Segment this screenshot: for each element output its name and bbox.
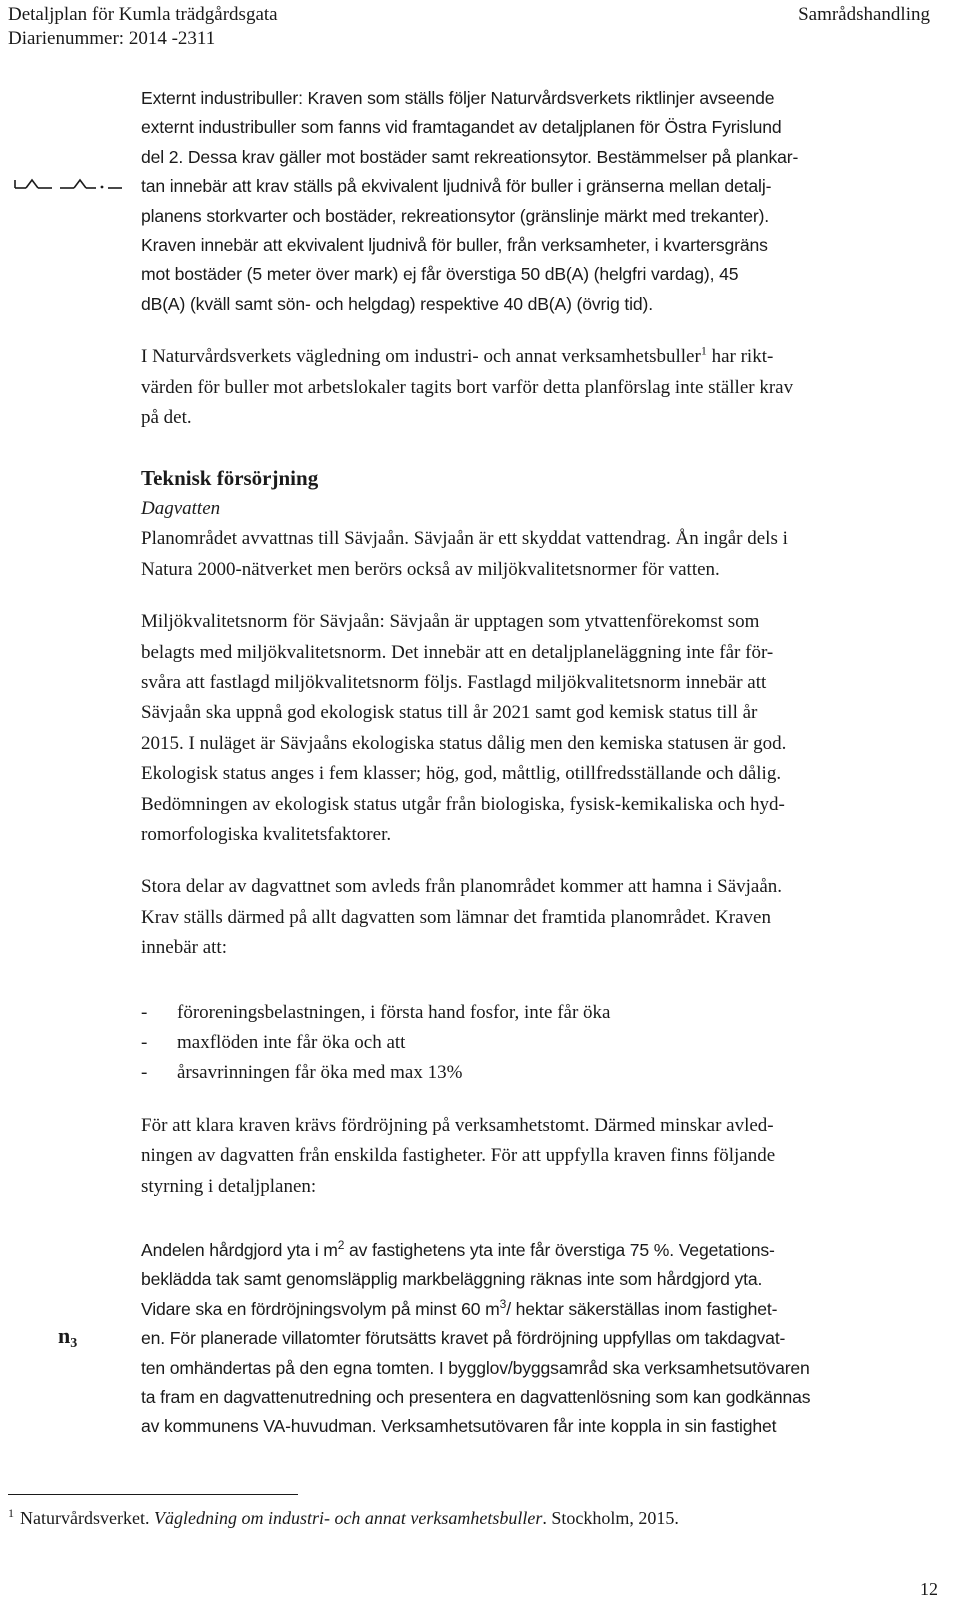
miljokvalitetsnorm-paragraph xyxy=(141,607,931,850)
text-line: Bedömningen av ekologisk status utgår från biologiska, fysisk-kemikaliska och hyd- xyxy=(141,793,785,815)
text-line: ta fram en dagvattenutredning och presentera en dagvattenlösning som kan godkännas xyxy=(141,1387,811,1408)
text-line: Externt industribuller: Kraven som ställs följer Naturvårdsverkets riktlinjer avseende xyxy=(141,88,775,108)
text-line: externt industribuller som fanns vid framtagandet av detaljplanen för Östra Fyrislund xyxy=(141,117,782,138)
section-heading: Teknisk försörjning xyxy=(141,466,319,491)
footnote: $^1$ Naturvårdsverket. Vägledning om industri- och annat verksamhetsbuller. Stockholm, 2015. xyxy=(8,1506,679,1528)
footnote-title: Vägledning om industri- och annat verksamhetsbuller xyxy=(153,1508,543,1528)
footnote-divider xyxy=(8,1494,298,1495)
list-item: - föroreningsbelastningen, i första hand fosfor, inte får öka xyxy=(141,1001,611,1023)
buller-guidance-paragraph xyxy=(141,342,931,433)
text-line: 2015. I nuläget är Sävjaåns ekologiska status dålig men den kemiska statusen är god. xyxy=(141,732,787,754)
list-item: - maxflöden inte får öka och att xyxy=(141,1031,406,1053)
text-line: tan innebär att krav ställs på ekvivalent ljudnivå för buller i gränserna mellan detalj- xyxy=(141,176,772,197)
text-line: styrning i detaljplanen: xyxy=(141,1175,317,1197)
dagvatten-paragraph-3 xyxy=(141,872,931,963)
text-line: Krav ställs därmed på allt dagvatten som lämnar det framtida planområdet. Kraven xyxy=(141,906,771,928)
text-line: Miljökvalitetsnorm för Sävjaån: Sävjaån är upptagen som ytvattenförekomst som xyxy=(141,611,760,633)
dagvatten-paragraph-1 xyxy=(141,524,931,585)
text-line: värden för buller mot arbetslokaler tagits bort varför detta planförslag inte ställer krav xyxy=(141,376,794,398)
text-line: Kraven innebär att ekvivalent ljudnivå för buller, från verksamheter, i kvartersgräns xyxy=(141,235,768,256)
text-line: Vidare ska en fördröjningsvolym på minst 60 $m^3/$ hektar säkerställas inom fastighet- xyxy=(141,1296,778,1319)
text-line: Natura 2000-nätverket men berörs också av miljökvalitetsnormer för vatten. xyxy=(141,558,720,580)
subsection-heading: Dagvatten xyxy=(141,497,221,519)
diarienummer: Diarienummer: 2014 -2311 xyxy=(8,28,216,49)
plank-line-with-triangles-icon xyxy=(12,170,124,190)
text-line: planens storkvarter och bostäder, rekreationsytor (gränslinje märkt med trekanter). xyxy=(141,205,770,226)
text-line: romorfologiska kvalitetsfaktorer. xyxy=(141,823,392,845)
text-line: en. För planerade villatomter förutsätts kravet på fördröjning uppfyllas om takdagvat- xyxy=(141,1328,786,1349)
text-line: dB(A) (kväll samt sön- och helgdag) respektive 40 dB(A) (övrig tid). xyxy=(141,293,653,314)
footnote-ref[interactable]: 1 xyxy=(700,343,707,358)
regulation-code-n3: $n_3$ xyxy=(58,1323,78,1351)
text-line: Ekologisk status anges i fem klasser; hög, god, måttlig, otillfredsställande och dålig. xyxy=(141,763,782,785)
page-content xyxy=(141,84,931,1442)
text-line: mot bostäder (5 meter över mark) ej får överstiga 50 dB(A) (helgfri vardag), 45 xyxy=(141,264,739,285)
text-line: innebär att: xyxy=(141,937,227,959)
text-line: av kommunens VA-huvudman. Verksamhetsutövaren får inte koppla in sin fastighet xyxy=(141,1416,777,1437)
n3-regulation-paragraph xyxy=(141,1236,931,1442)
text-line: Planområdet avvattnas till Sävjaån. Sävjaån är ett skyddat vattendrag. Ån ingår dels i xyxy=(141,528,788,550)
text-line: svåra att fastlagd miljökvalitetsnorm följs. Fastlagd miljökvalitetsnorm innebär att xyxy=(141,671,767,693)
text-line: del 2. Dessa krav gäller mot bostäder samt rekreationsytor. Bestämmelser på plankar- xyxy=(141,146,799,167)
list-item: - årsavrinningen får öka med max 13% xyxy=(141,1062,463,1084)
text-line: ten omhändertas på den egna tomten. I bygglov/byggsamråd ska verksamhetsutövaren xyxy=(141,1357,810,1378)
page-number: 12 xyxy=(920,1579,938,1599)
text-line: Sävjaån ska uppnå god ekologisk status till år 2021 samt god kemisk status till år xyxy=(141,702,758,724)
document-status: Samrådshandling xyxy=(798,4,930,25)
text-line: beklädda tak samt genomsläpplig markbeläggning räknas inte som hårdgjord yta. xyxy=(141,1269,763,1290)
text-line: För att klara kraven krävs fördröjning på verksamhetstomt. Därmed minskar avled- xyxy=(141,1114,774,1136)
text-line: belagts med miljökvalitetsnorm. Det innebär att en detaljplaneläggning inte får för- xyxy=(141,641,774,663)
dagvatten-paragraph-4 xyxy=(141,1111,931,1202)
text-line: Stora delar av dagvattnet som avleds från planområdet kommer att hamna i Sävjaån. xyxy=(141,876,783,898)
buller-paragraph xyxy=(141,84,931,319)
text-line: ningen av dagvatten från enskilda fastigheter. För att uppfylla kraven finns följande xyxy=(141,1145,776,1167)
text-line: Andelen hårdgjord yta i $m^2$ av fastighetens yta inte får överstiga 75 %. Vegetations- xyxy=(141,1238,775,1260)
text-line: I Naturvårdsverkets vägledning om industri- och annat verksamhetsbuller$^1$ har rikt- xyxy=(141,343,774,368)
requirements-list xyxy=(141,998,931,1089)
document-title: Detaljplan för Kumla trädgårdsgata xyxy=(8,4,278,25)
text-line: på det. xyxy=(141,407,192,429)
